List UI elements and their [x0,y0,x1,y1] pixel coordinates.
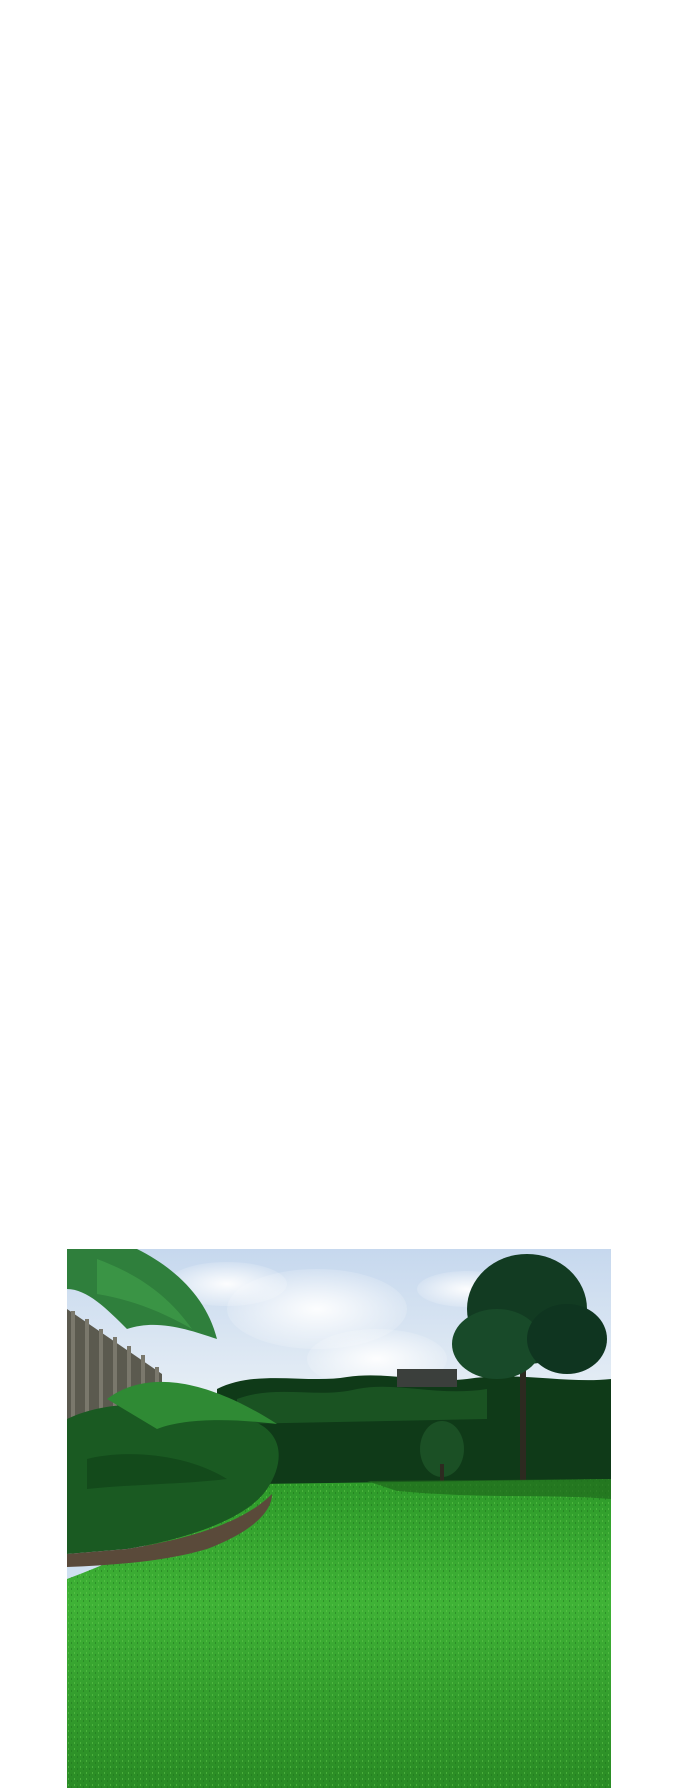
photo-canvas [67,1249,611,1788]
hedge-highlight [237,1387,487,1424]
house-roof [397,1369,457,1387]
backyard-lawn-photo [67,1249,611,1788]
pine-canopy [527,1304,607,1374]
